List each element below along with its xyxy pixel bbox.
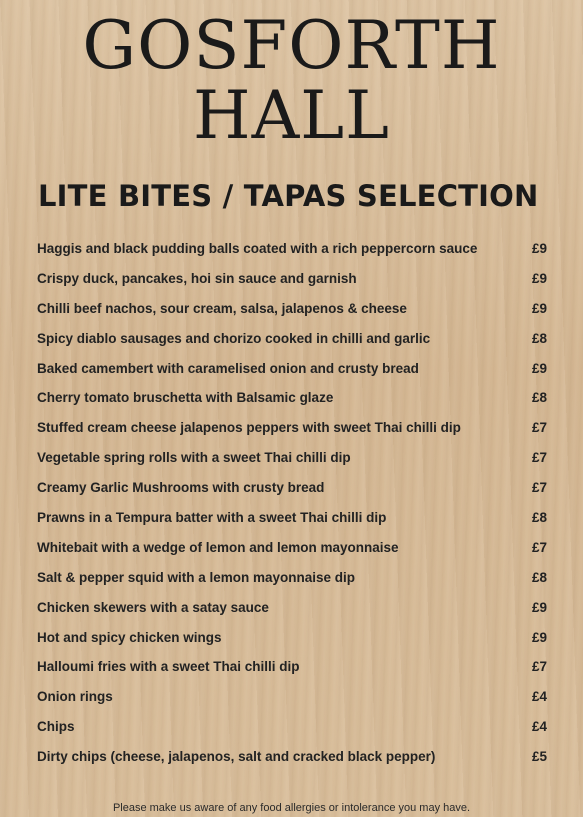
menu-item-price: £4 xyxy=(531,719,547,735)
menu-item-price: £9 xyxy=(531,360,547,376)
menu-item-price: £7 xyxy=(531,450,547,466)
menu-item xyxy=(37,717,547,747)
menu-item xyxy=(37,508,547,538)
menu-item xyxy=(37,239,547,269)
menu-item-name: Salt & pepper squid with a lemon mayonnaise dip xyxy=(37,569,356,585)
menu-item xyxy=(37,628,547,658)
menu-item-name: Onion rings xyxy=(37,689,113,705)
menu-item-price: £4 xyxy=(531,689,547,705)
menu-item xyxy=(37,568,547,598)
menu-item-price: £8 xyxy=(531,569,547,585)
menu-item xyxy=(37,418,547,448)
menu-item-name: Prawns in a Tempura batter with a sweet Thai chilli dip xyxy=(37,510,387,526)
menu-item-price: £9 xyxy=(531,599,547,615)
menu-item xyxy=(37,687,547,717)
menu-item-price: £7 xyxy=(531,420,547,436)
menu-item xyxy=(37,478,547,508)
menu-item-name: Crispy duck, pancakes, hoi sin sauce and garnish xyxy=(37,270,357,286)
menu-item-name: Spicy diablo sausages and chorizo cooked in chilli and garlic xyxy=(37,330,431,346)
allergy-note: Please make us aware of any food allergies or intolerance you may have. xyxy=(112,802,471,814)
brand-name-line1: GOSFORTH xyxy=(82,7,501,84)
menu-item-name: Whitebait with a wedge of lemon and lemon mayonnaise xyxy=(37,539,399,555)
menu-item-price: £8 xyxy=(531,390,547,406)
menu-item-price: £5 xyxy=(531,749,547,765)
menu-item-name: Halloumi fries with a sweet Thai chilli dip xyxy=(37,659,300,675)
menu-item-name: Chilli beef nachos, sour cream, salsa, jalapenos & cheese xyxy=(37,300,407,316)
menu-item xyxy=(37,269,547,299)
menu-list xyxy=(37,239,547,777)
menu-item-name: Chips xyxy=(37,719,75,735)
menu-item xyxy=(37,747,547,777)
menu-item xyxy=(37,538,547,568)
menu-item-name: Baked camembert with caramelised onion and crusty bread xyxy=(37,360,419,376)
menu-item-price: £9 xyxy=(531,241,547,256)
menu-item-price: £9 xyxy=(531,629,547,645)
menu-item-name: Vegetable spring rolls with a sweet Thai chilli dip xyxy=(37,450,351,466)
section-title: LITE BITES / TAPAS SELECTION xyxy=(38,179,539,213)
menu-item xyxy=(37,388,547,418)
menu-item xyxy=(37,299,547,329)
menu-item-price: £9 xyxy=(531,300,547,316)
menu-item-price: £8 xyxy=(531,510,547,526)
menu-item xyxy=(37,598,547,628)
menu-item-name: Haggis and black pudding balls coated with a rich peppercorn sauce xyxy=(37,241,478,256)
menu-item xyxy=(37,329,547,359)
brand-name-line2: HALL xyxy=(193,77,390,154)
menu-item-name: Cherry tomato bruschetta with Balsamic glaze xyxy=(37,390,334,406)
menu-item-price: £8 xyxy=(531,330,547,346)
menu-item-price: £7 xyxy=(531,539,547,555)
menu-item-price: £7 xyxy=(531,480,547,496)
menu-item-price: £7 xyxy=(531,659,547,675)
menu-item xyxy=(37,657,547,687)
menu-item-name: Creamy Garlic Mushrooms with crusty bread xyxy=(37,480,325,496)
menu-item xyxy=(37,448,547,478)
menu-item-name: Stuffed cream cheese jalapenos peppers with sweet Thai chilli dip xyxy=(37,420,461,436)
menu-item-name: Dirty chips (cheese, jalapenos, salt and cracked black pepper) xyxy=(37,749,436,765)
menu-item xyxy=(37,359,547,389)
menu-item-name: Chicken skewers with a satay sauce xyxy=(37,599,269,615)
menu-item-name: Hot and spicy chicken wings xyxy=(37,629,222,645)
menu-item-price: £9 xyxy=(531,270,547,286)
